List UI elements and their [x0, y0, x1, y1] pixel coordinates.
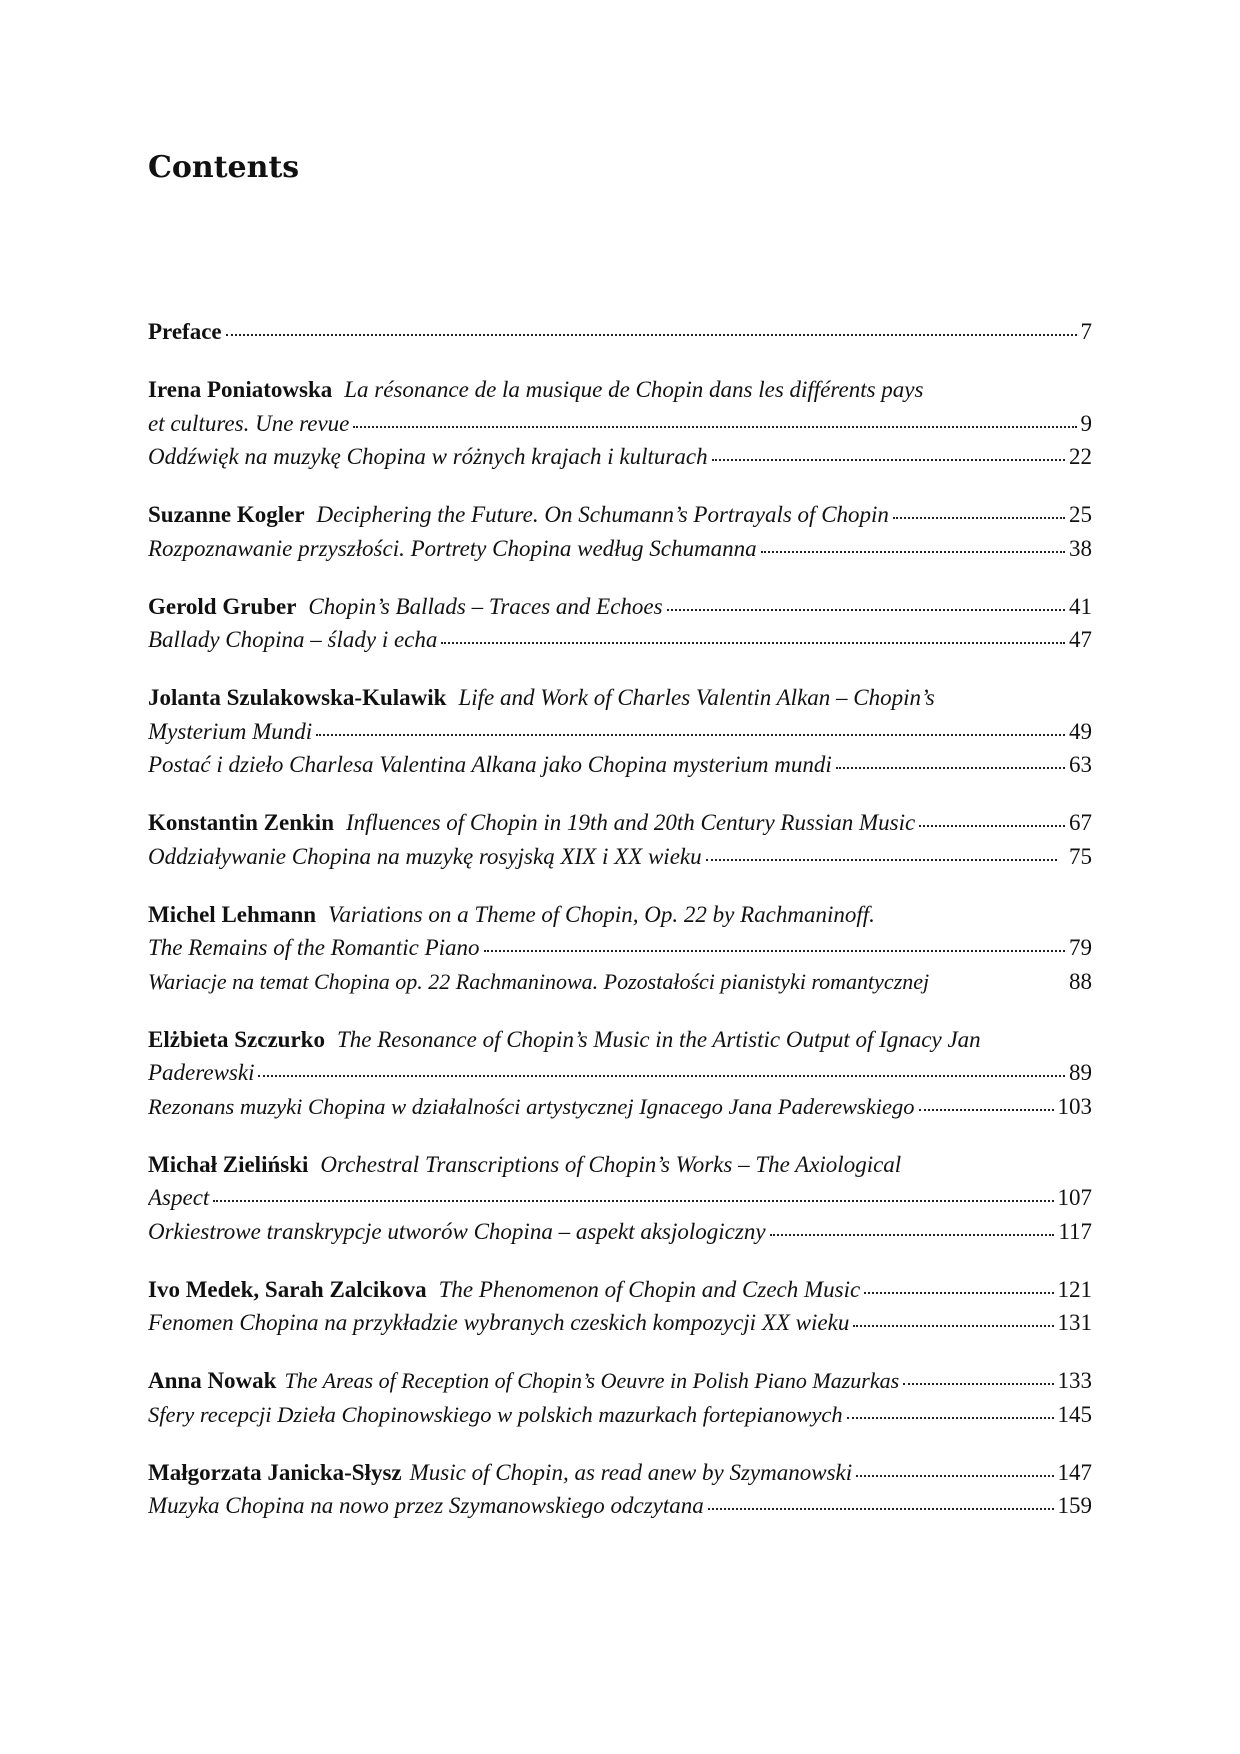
toc-line	[148, 1181, 1092, 1215]
dot-leader	[836, 766, 1065, 769]
page-number: 145	[1057, 1401, 1092, 1427]
toc-line-polish	[148, 1090, 1092, 1124]
dot-leader	[712, 458, 1065, 461]
toc-line	[148, 407, 1092, 441]
page-number: 147	[1057, 1459, 1092, 1485]
chapter-title: Deciphering the Future. On Schumann’s Portrayals of Chopin	[316, 502, 889, 527]
page-number: 133	[1057, 1368, 1092, 1393]
toc-line	[148, 1056, 1092, 1090]
page-number: 121	[1057, 1276, 1092, 1302]
dot-leader	[770, 1233, 1055, 1236]
polish-title: Fenomen Chopina na przykładzie wybranych czeskich kompozycji XX wieku	[148, 1310, 850, 1335]
dot-leader	[258, 1074, 1065, 1077]
polish-title: Wariacje na temat Chopina op. 22 Rachmaninowa. Pozostałości pianistyki romantycznej	[148, 968, 930, 994]
polish-title: Rezonans muzyki Chopina w działalności artystycznej Ignacego Jana Paderewskiego	[148, 1093, 915, 1119]
toc-line	[148, 1456, 1092, 1490]
page-number: 47	[1069, 627, 1092, 652]
toc-line	[148, 1148, 1092, 1182]
preface-label: Preface	[148, 319, 222, 344]
author-name: Gerold Gruber	[148, 593, 297, 619]
toc-line	[148, 1273, 1092, 1307]
dot-leader	[761, 550, 1065, 553]
toc-line	[148, 315, 1092, 349]
polish-title: Rozpoznawanie przyszłości. Portrety Chopina według Schumanna	[148, 535, 757, 561]
page-number: 159	[1057, 1493, 1092, 1518]
toc-line-polish	[148, 965, 1092, 999]
dot-leader	[919, 824, 1065, 827]
dot-leader	[864, 1291, 1053, 1294]
page-number: 67	[1069, 810, 1092, 835]
chapter-title: La résonance de la musique de Chopin dans les différents pays	[344, 377, 924, 402]
page-number: 49	[1069, 718, 1092, 744]
chapter-title: Chopin’s Ballads – Traces and Echoes	[308, 593, 663, 619]
page-number: 79	[1069, 935, 1092, 960]
author-name: Michel Lehmann	[148, 901, 317, 927]
toc-line	[148, 498, 1092, 532]
toc-line-polish	[148, 1215, 1092, 1249]
toc-line	[148, 373, 1092, 407]
toc-entry[interactable]	[148, 1456, 1092, 1523]
chapter-title-continued: et cultures. Une revue	[148, 410, 350, 436]
page-number: 41	[1069, 593, 1092, 619]
chapter-title-continued: Mysterium Mundi	[148, 718, 313, 744]
toc-entry[interactable]	[148, 373, 1092, 474]
toc-line-polish	[148, 1306, 1092, 1340]
page-number: 9	[1080, 410, 1092, 436]
chapter-title: Music of Chopin, as read anew by Szymanowski	[409, 1459, 853, 1485]
page-number: 131	[1057, 1310, 1092, 1335]
toc-line-polish	[148, 840, 1092, 874]
toc-entry[interactable]	[148, 806, 1092, 873]
author-name: Irena Poniatowska	[148, 377, 333, 402]
author-name: Małgorzata Janicka-Słysz	[148, 1459, 402, 1485]
dot-leader	[903, 1382, 1053, 1385]
toc-line-polish	[148, 532, 1092, 566]
toc-entry[interactable]	[148, 1023, 1092, 1124]
toc-entry[interactable]	[148, 681, 1092, 782]
dot-leader	[708, 1507, 1054, 1510]
dot-leader	[856, 1474, 1053, 1477]
page-number: 63	[1069, 752, 1092, 777]
toc-entry[interactable]	[148, 590, 1092, 657]
page-number: 22	[1069, 444, 1092, 469]
dot-leader	[484, 949, 1065, 952]
dot-leader	[706, 858, 1057, 861]
author-name: Ivo Medek, Sarah Zalcikova	[148, 1276, 427, 1302]
dot-leader	[667, 608, 1065, 611]
toc-line-polish	[148, 748, 1092, 782]
author-name: Elżbieta Szczurko	[148, 1026, 325, 1052]
dot-leader	[353, 425, 1076, 428]
author-name: Suzanne Kogler	[148, 502, 305, 527]
polish-title: Sfery recepcji Dzieła Chopinowskiego w polskich mazurkach fortepianowych	[148, 1401, 843, 1427]
table-of-contents	[148, 315, 1092, 1547]
polish-title: Oddźwięk na muzykę Chopina w różnych krajach i kulturach	[148, 444, 708, 469]
toc-line	[148, 715, 1092, 749]
toc-entry[interactable]	[148, 1273, 1092, 1340]
chapter-title: The Phenomenon of Chopin and Czech Music	[438, 1276, 861, 1302]
page-number: 25	[1069, 502, 1092, 527]
page-number: 38	[1069, 535, 1092, 561]
toc-line	[148, 898, 1092, 932]
page-number: 117	[1058, 1218, 1092, 1244]
chapter-title: The Areas of Reception of Chopin’s Oeuvre in Polish Piano Mazurkas	[284, 1368, 900, 1393]
polish-title: Oddziaływanie Chopina na muzykę rosyjską XIX i XX wieku	[148, 843, 702, 869]
dot-leader	[847, 1416, 1054, 1419]
chapter-title: Influences of Chopin in 19th and 20th Century Russian Music	[346, 810, 916, 835]
toc-entry[interactable]	[148, 898, 1092, 999]
toc-line-polish	[148, 623, 1092, 657]
page-number: 107	[1057, 1185, 1092, 1210]
page-number: 89	[1069, 1060, 1092, 1085]
toc-line-polish	[148, 1398, 1092, 1432]
author-name: Jolanta Szulakowska-Kulawik	[148, 685, 447, 710]
page-number: 103	[1057, 1093, 1092, 1119]
toc-line-polish	[148, 1489, 1092, 1523]
dot-leader	[226, 333, 1077, 336]
toc-line	[148, 1023, 1092, 1057]
page-number: 88	[1069, 968, 1092, 994]
toc-line	[148, 590, 1092, 624]
page-number: 7	[1080, 319, 1092, 344]
chapter-title: Life and Work of Charles Valentin Alkan – Chopin’s	[458, 685, 935, 710]
toc-entry[interactable]	[148, 498, 1092, 565]
author-name: Michał Zieliński	[148, 1151, 309, 1177]
polish-title: Orkiestrowe transkrypcje utworów Chopina – aspekt aksjologiczny	[148, 1218, 766, 1244]
chapter-title-continued: Paderewski	[148, 1060, 255, 1085]
dot-leader	[213, 1199, 1053, 1202]
toc-line	[148, 931, 1092, 965]
chapter-title-continued: Aspect	[148, 1185, 210, 1210]
chapter-title: Orchestral Transcriptions of Chopin’s Works – The Axiological	[320, 1151, 902, 1177]
dot-leader	[893, 516, 1065, 519]
page-title: Contents	[148, 150, 300, 185]
dot-leader	[316, 733, 1065, 736]
dot-leader	[441, 641, 1065, 644]
toc-line	[148, 806, 1092, 840]
polish-title: Muzyka Chopina na nowo przez Szymanowskiego odczytana	[148, 1493, 704, 1518]
polish-title: Postać i dzieło Charlesa Valentina Alkana jako Chopina mysterium mundi	[148, 752, 832, 777]
toc-line	[148, 681, 1092, 715]
page-number: 75	[1069, 843, 1092, 869]
chapter-title: The Resonance of Chopin’s Music in the Artistic Output of Ignacy Jan	[336, 1026, 981, 1052]
chapter-title-continued: The Remains of the Romantic Piano	[148, 935, 480, 960]
toc-line	[148, 1364, 1092, 1398]
toc-entry[interactable]	[148, 1364, 1092, 1431]
toc-entry[interactable]	[148, 1148, 1092, 1249]
toc-entry-preface[interactable]	[148, 315, 1092, 349]
chapter-title: Variations on a Theme of Chopin, Op. 22 by Rachmaninoff.	[328, 901, 875, 927]
dot-leader	[853, 1324, 1053, 1327]
author-name: Konstantin Zenkin	[148, 810, 334, 835]
toc-line-polish	[148, 440, 1092, 474]
author-name: Anna Nowak	[148, 1368, 277, 1393]
dot-leader	[919, 1108, 1054, 1111]
polish-title: Ballady Chopina – ślady i echa	[148, 627, 438, 652]
